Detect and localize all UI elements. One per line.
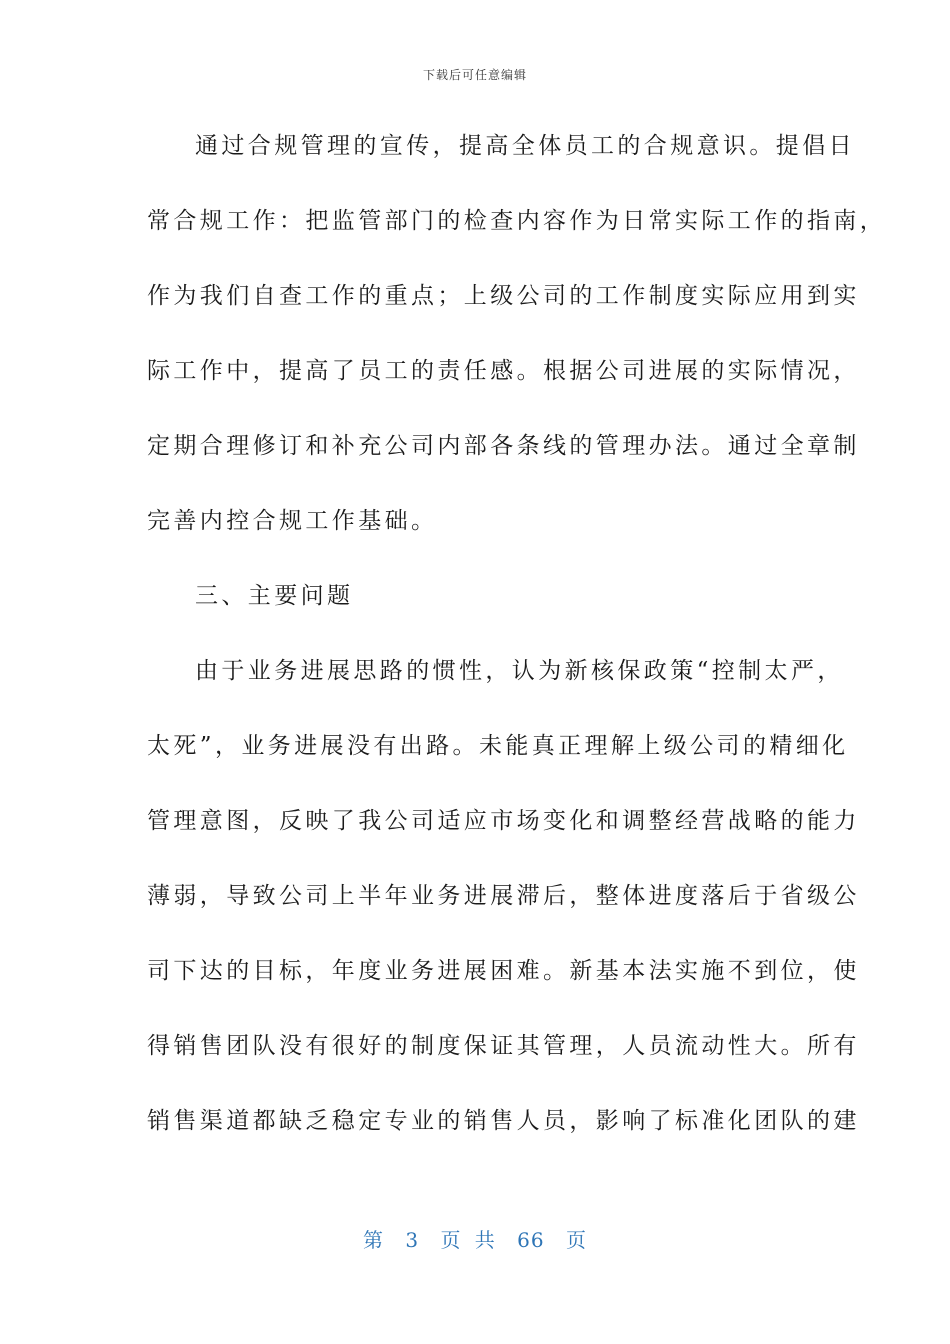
paragraph-line: 管理意图，反映了我公司适应市场变化和调整经营战略的能力 xyxy=(147,808,860,834)
paragraph-line: 际工作中，提高了员工的责任感。根据公司进展的实际情况， xyxy=(147,358,860,384)
footer-page-number: 3 xyxy=(405,1228,420,1252)
paragraph-line: 司下达的目标，年度业务进展困难。新基本法实施不到位，使 xyxy=(147,958,860,984)
footer-total-pages: 66 xyxy=(517,1228,545,1252)
footer-prefix: 第 xyxy=(363,1228,384,1252)
page-footer xyxy=(0,1224,950,1253)
paragraph-line: 销售渠道都缺乏稳定专业的销售人员，影响了标准化团队的建 xyxy=(147,1108,860,1134)
paragraph-line: 通过合规管理的宣传，提高全体员工的合规意识。提倡日 xyxy=(195,133,855,159)
section-heading: 三、主要问题 xyxy=(195,583,354,609)
paragraph-line: 完善内控合规工作基础。 xyxy=(147,508,438,534)
footer-middle: 页 共 xyxy=(440,1228,496,1252)
footer-suffix: 页 xyxy=(565,1228,587,1252)
paragraph-line: 常合规工作：把监管部门的检查内容作为日常实际工作的指南， xyxy=(147,208,887,234)
paragraph-line: 得销售团队没有很好的制度保证其管理，人员流动性大。所有 xyxy=(147,1033,860,1059)
paragraph-line: 太死”，业务进展没有出路。未能真正理解上级公司的精细化 xyxy=(147,733,849,759)
paragraph-line: 由于业务进展思路的惯性，认为新核保政策“控制太严， xyxy=(195,658,844,684)
document-body xyxy=(147,122,887,1172)
paragraph-line: 作为我们自查工作的重点；上级公司的工作制度实际应用到实 xyxy=(147,283,860,309)
header-note: 下载后可任意编辑 xyxy=(422,68,527,82)
paragraph-line: 薄弱，导致公司上半年业务进展滞后，整体进度落后于省级公 xyxy=(147,883,860,909)
paragraph-line: 定期合理修订和补充公司内部各条线的管理办法。通过全章制 xyxy=(147,433,860,459)
